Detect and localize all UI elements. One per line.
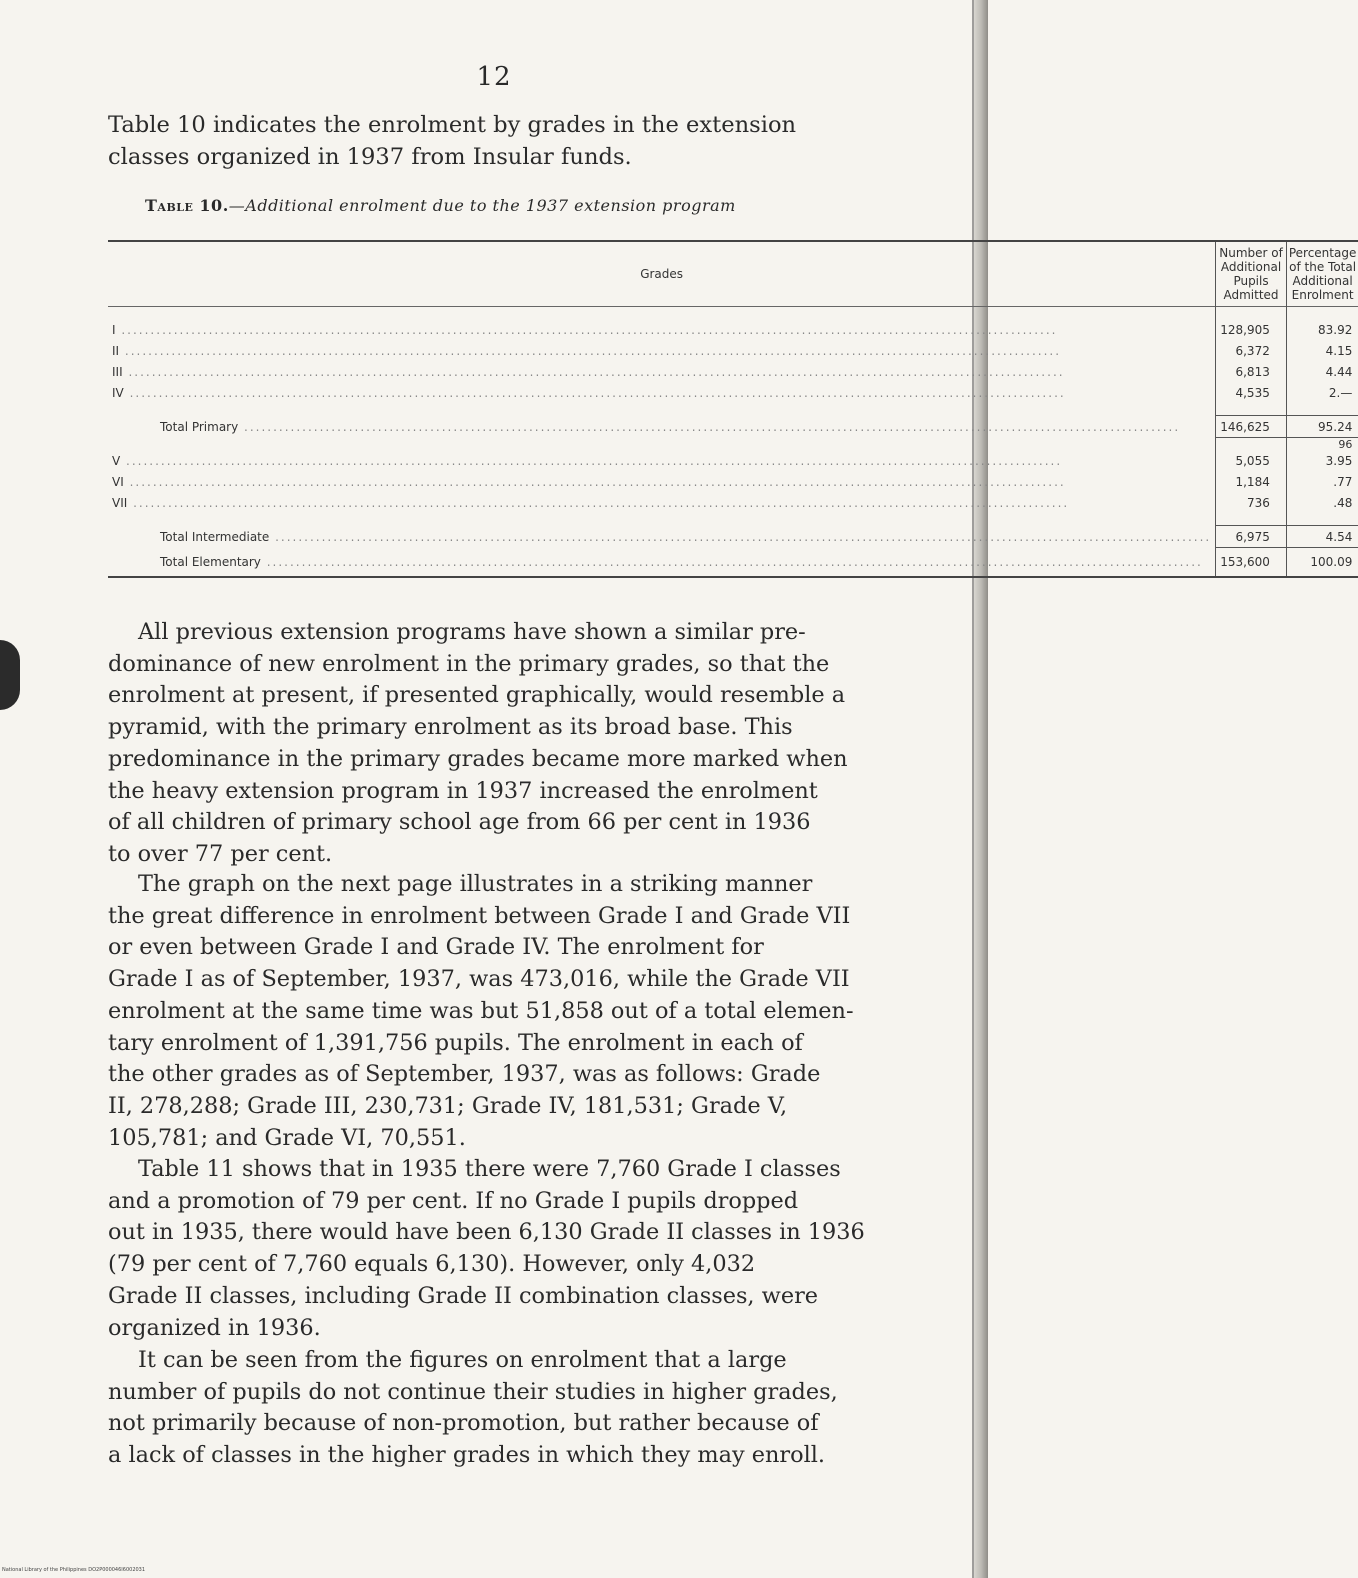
text-line: pyramid, with the primary enrolment as its broad base. This bbox=[108, 714, 793, 741]
row-percentage: 95.24 bbox=[1286, 416, 1358, 438]
row-number: 6,372 bbox=[1216, 340, 1287, 361]
table-caption-title: —Additional enrolment due to the 1937 extension program bbox=[228, 196, 736, 215]
text-line: number of pupils do not continue their studies in higher grades, bbox=[108, 1378, 838, 1405]
table-row-total-intermediate bbox=[108, 526, 1358, 548]
page-edge bbox=[974, 0, 988, 1578]
text-line: All previous extension programs have shown a similar pre- bbox=[138, 619, 806, 645]
row-number: 6,975 bbox=[1216, 526, 1287, 548]
row-number: 4,535 bbox=[1216, 382, 1287, 403]
text-line: classes organized in 1937 from Insular funds. bbox=[108, 143, 632, 170]
text-line: dominance of new enrolment in the primary grades, so that the bbox=[108, 650, 830, 677]
text-line: It can be seen from the figures on enrolment that a large bbox=[138, 1347, 787, 1373]
row-number: 153,600 bbox=[1216, 548, 1287, 578]
row-grade: I ..... bbox=[108, 319, 1216, 340]
text-line: enrolment at present, if presented graphically, would resemble a bbox=[108, 682, 846, 709]
table-row bbox=[108, 471, 1358, 492]
text-line: organized in 1936. bbox=[108, 1314, 321, 1341]
scan-footer: National Library of the Philippines DO2P000046I6002031 bbox=[2, 1567, 146, 1573]
body-paragraph bbox=[108, 1154, 916, 1344]
table-row bbox=[108, 382, 1358, 403]
text-line: or even between Grade I and Grade IV. The enrolment for bbox=[108, 934, 764, 961]
row-grade: III ..... bbox=[108, 361, 1216, 382]
table-row bbox=[108, 319, 1358, 340]
table-row-correction bbox=[108, 438, 1358, 451]
table-row-total-elementary bbox=[108, 548, 1358, 578]
text-line: (79 per cent of 7,760 equals 6,130). However, only 4,032 bbox=[108, 1251, 756, 1278]
row-number: 146,625 bbox=[1216, 416, 1287, 438]
row-percentage: 83.92 bbox=[1286, 319, 1358, 340]
header-percentage: Percentage of the Total Additional Enrolment bbox=[1286, 241, 1358, 307]
row-grade: Total Intermediate ..... bbox=[108, 526, 1216, 548]
text-line: not primarily because of non-promotion, but rather because of bbox=[108, 1410, 819, 1437]
text-line: the heavy extension program in 1937 increased the enrolment bbox=[108, 777, 818, 804]
table-spacer bbox=[108, 403, 1358, 416]
row-number: 6,813 bbox=[1216, 361, 1287, 382]
table-row bbox=[108, 492, 1358, 513]
row-percentage: 4.54 bbox=[1286, 526, 1358, 548]
table-caption bbox=[145, 196, 736, 215]
table-row bbox=[108, 450, 1358, 471]
row-grade: VII ..... bbox=[108, 492, 1216, 513]
row-percentage: 4.15 bbox=[1286, 340, 1358, 361]
row-grade: II ..... bbox=[108, 340, 1216, 361]
table-row bbox=[108, 340, 1358, 361]
text-line: The graph on the next page illustrates in a striking manner bbox=[138, 871, 813, 897]
text-line: enrolment at the same time was but 51,858 out of a total elemen- bbox=[108, 997, 854, 1024]
enrolment-table bbox=[108, 240, 1358, 578]
text-line: predominance in the primary grades became more marked when bbox=[108, 745, 848, 772]
table-row bbox=[108, 361, 1358, 382]
text-line: tary enrolment of 1,391,756 pupils. The enrolment in each of bbox=[108, 1029, 803, 1056]
text-line: a lack of classes in the higher grades in which they may enroll. bbox=[108, 1442, 826, 1469]
table-header-row bbox=[108, 241, 1358, 307]
body-paragraph bbox=[108, 1345, 916, 1472]
row-percentage: .48 bbox=[1286, 492, 1358, 513]
header-grades: Grades bbox=[640, 267, 684, 281]
body-paragraph bbox=[108, 869, 916, 1154]
body-paragraph bbox=[108, 617, 916, 871]
text-line: Table 11 shows that in 1935 there were 7,760 Grade I classes bbox=[138, 1156, 841, 1182]
header-number: Number of Additional Pupils Admitted bbox=[1216, 241, 1287, 307]
text-line: out in 1935, there would have been 6,130 Grade II classes in 1936 bbox=[108, 1219, 865, 1246]
table-spacer bbox=[108, 307, 1358, 320]
text-line: II, 278,288; Grade III, 230,731; Grade IV, 181,531; Grade V, bbox=[108, 1092, 788, 1119]
row-number: 5,055 bbox=[1216, 450, 1287, 471]
table-row-total-primary bbox=[108, 416, 1358, 438]
row-percentage: 100.09 bbox=[1286, 548, 1358, 578]
row-number: 736 bbox=[1216, 492, 1287, 513]
row-percentage: 4.44 bbox=[1286, 361, 1358, 382]
intro-paragraph bbox=[108, 110, 916, 173]
text-line: the great difference in enrolment between Grade I and Grade VII bbox=[108, 902, 851, 929]
total-primary-note: 96 bbox=[1286, 438, 1358, 451]
text-line: Table 10 indicates the enrolment by grades in the extension bbox=[108, 112, 797, 138]
row-percentage: 2.— bbox=[1286, 382, 1358, 403]
row-grade: IV ..... bbox=[108, 382, 1216, 403]
page-number: 12 bbox=[476, 62, 512, 92]
row-number: 1,184 bbox=[1216, 471, 1287, 492]
text-line: of all children of primary school age from 66 per cent in 1936 bbox=[108, 809, 811, 836]
table-spacer bbox=[108, 513, 1358, 526]
scan-blot bbox=[0, 640, 20, 710]
row-grade: Total Elementary ..... bbox=[108, 548, 1216, 578]
row-number: 128,905 bbox=[1216, 319, 1287, 340]
text-line: 105,781; and Grade VI, 70,551. bbox=[108, 1124, 466, 1151]
row-grade: Total Primary ..... bbox=[108, 416, 1216, 438]
text-line: Grade II classes, including Grade II combination classes, were bbox=[108, 1282, 819, 1309]
table-caption-label: Table 10. bbox=[145, 196, 229, 215]
row-grade: V ..... bbox=[108, 450, 1216, 471]
text-line: and a promotion of 79 per cent. If no Grade I pupils dropped bbox=[108, 1187, 799, 1214]
row-percentage: 3.95 bbox=[1286, 450, 1358, 471]
row-grade: VI ..... bbox=[108, 471, 1216, 492]
text-line: Grade I as of September, 1937, was 473,016, while the Grade VII bbox=[108, 966, 850, 993]
text-line: to over 77 per cent. bbox=[108, 840, 333, 867]
text-line: the other grades as of September, 1937, was as follows: Grade bbox=[108, 1061, 821, 1088]
row-percentage: .77 bbox=[1286, 471, 1358, 492]
